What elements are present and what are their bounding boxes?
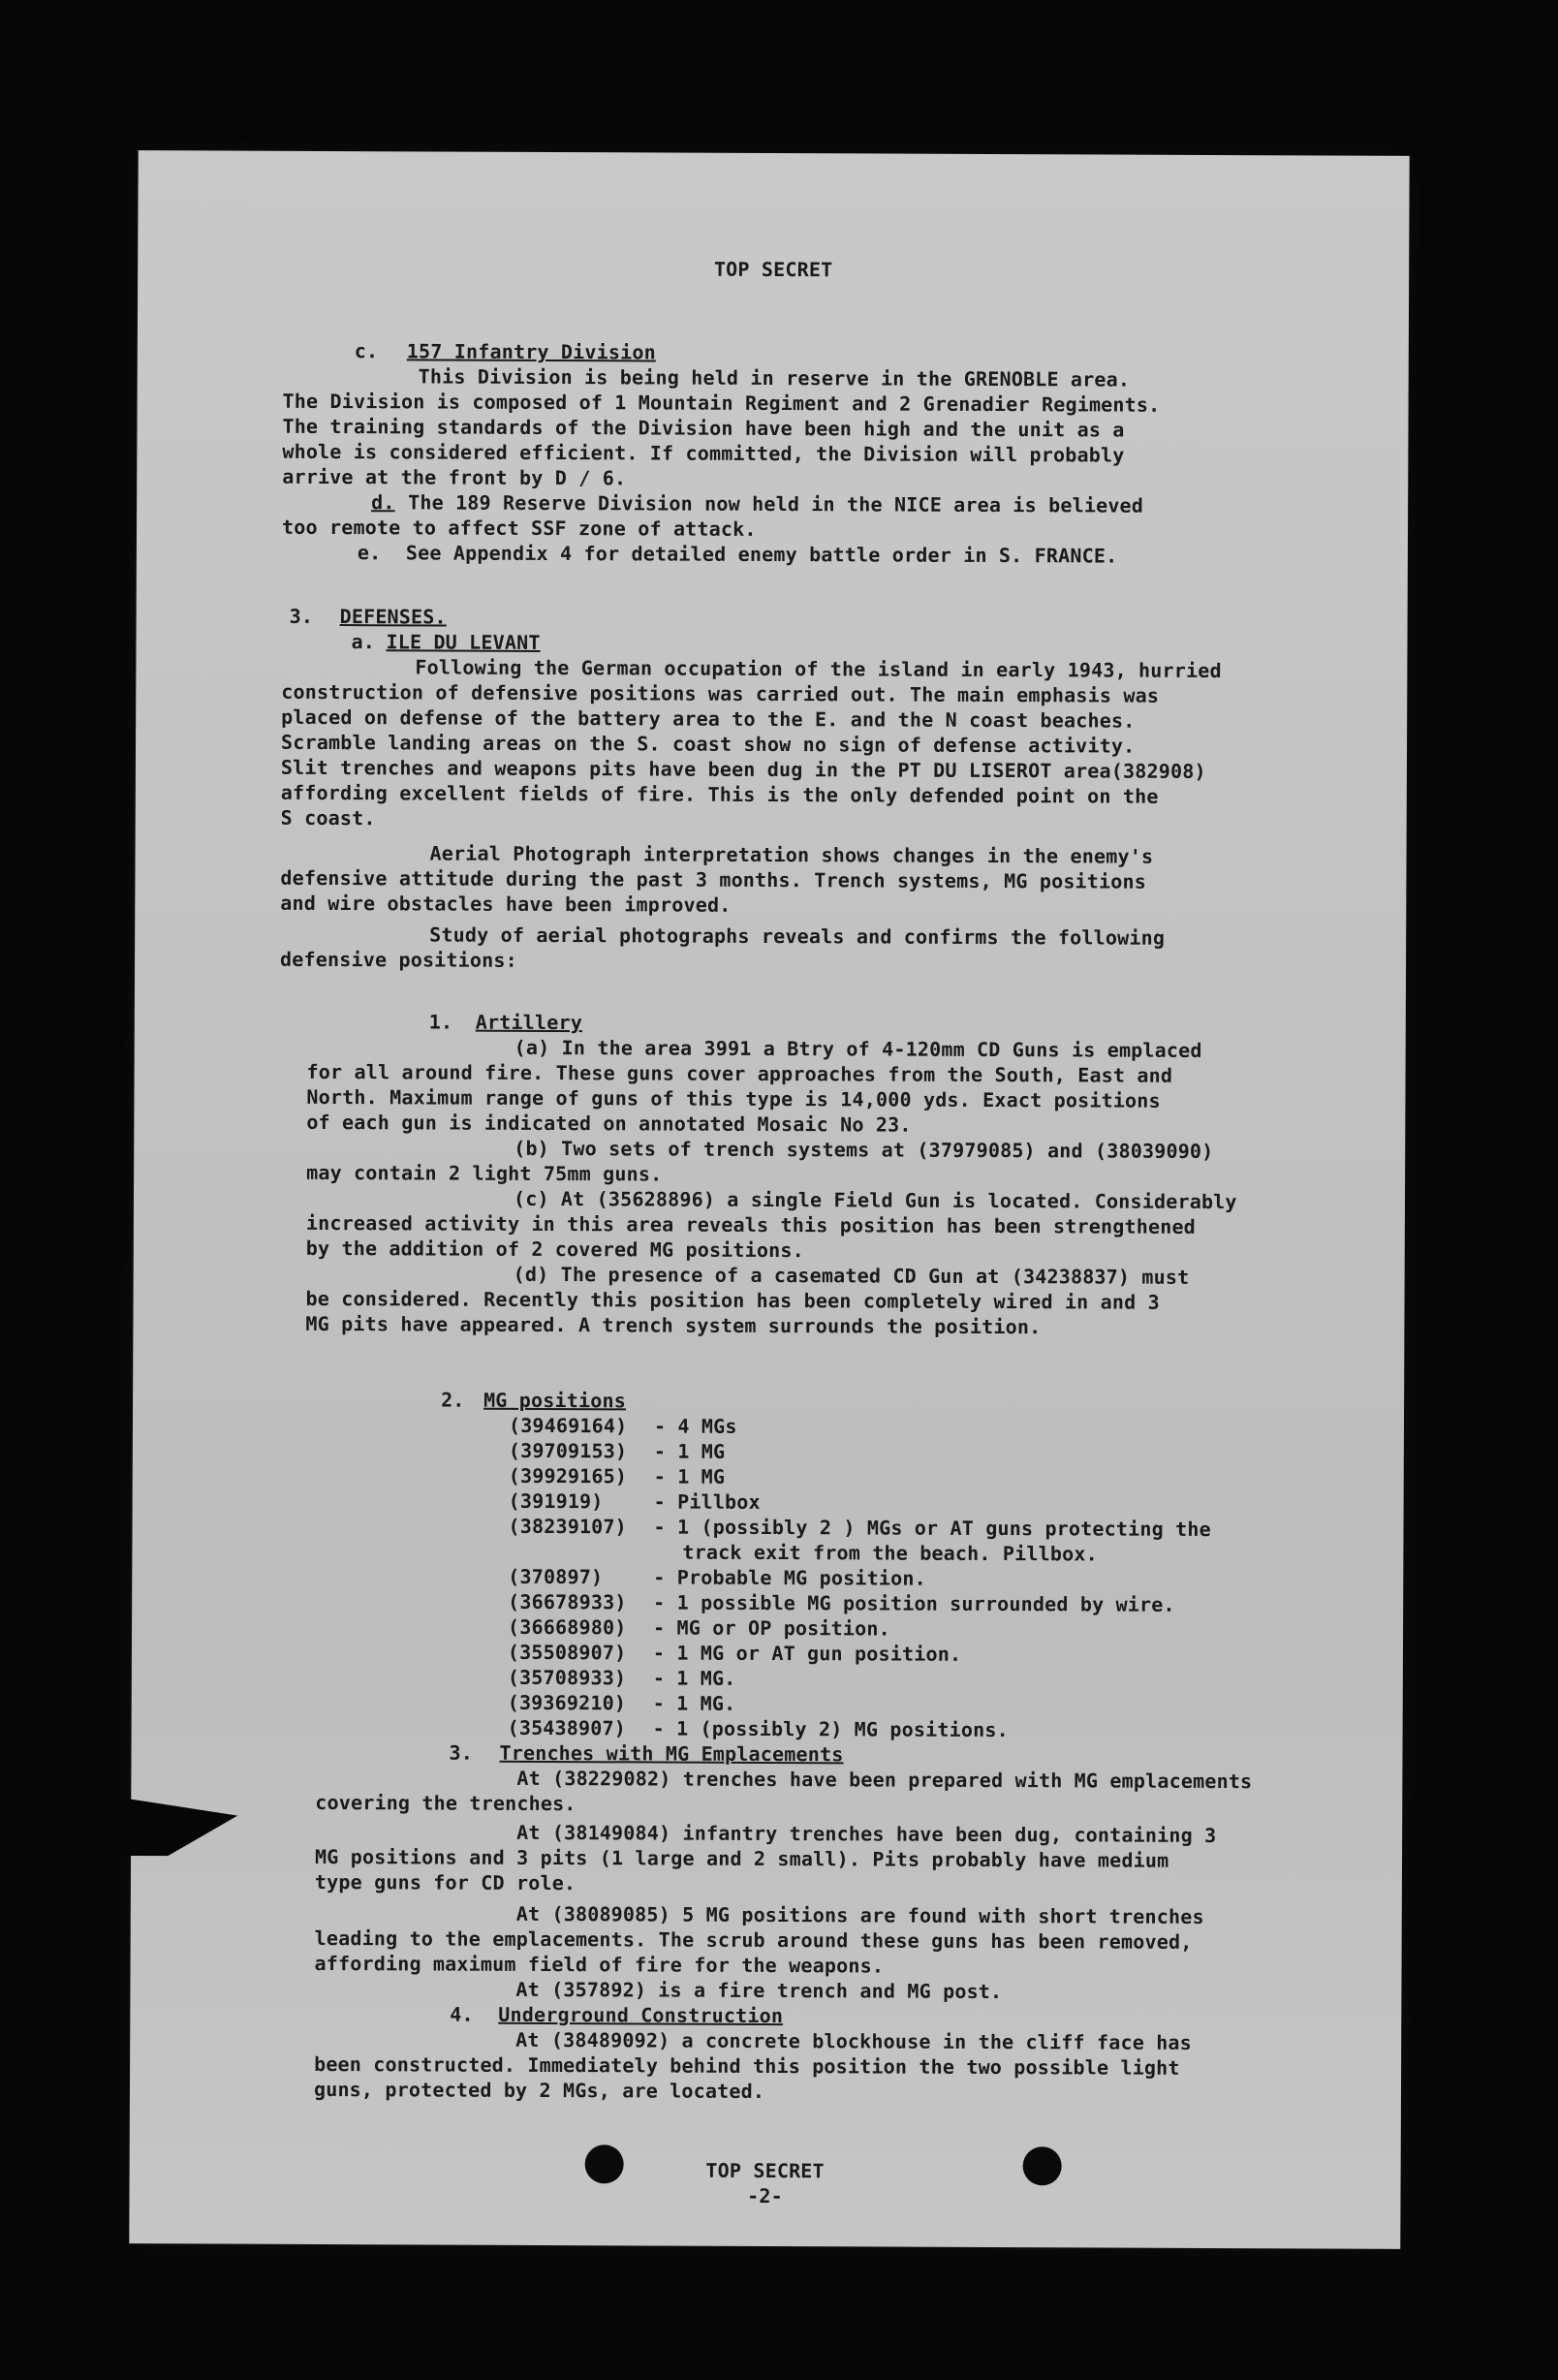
defenses-marker: 3. [289,604,314,628]
mg-coord: (39369210) [507,1690,627,1715]
trenches-line: type guns for CD role. [314,1869,576,1895]
mg-coord: (38239107) [508,1514,628,1539]
artillery-line: may contain 2 light 75mm guns. [306,1160,663,1186]
underground-line: guns, protected by 2 MGs, are located. [313,2077,765,2103]
underground-title: Underground Construction [498,2002,784,2028]
artillery-line: (d) The presence of a casemated CD Gun at (34238837) must [513,1262,1190,1289]
section-c-title: 157 Infantry Division [406,339,656,364]
trenches-line: At (38089085) 5 MG positions are found with short trenches [515,1901,1204,1928]
mg-coord: (35708933) [507,1665,627,1690]
section-d-line: The 189 Reserve Division now held in the NICE area is believed [408,490,1144,517]
mg-desc: - 1 MG or AT gun position. [652,1641,962,1666]
defenses-para-line: and wire obstacles have been improved. [280,891,732,917]
trenches-line: At (357892) is a fire trench and MG post. [515,1977,1003,2004]
mg-desc: - 1 MG [653,1464,726,1488]
artillery-line: by the addition of 2 covered MG positions. [305,1236,804,1263]
artillery-line: increased activity in this area reveals this position has been strengthened [305,1210,1197,1238]
mg-coord: (35438907) [507,1715,627,1740]
section-e-marker: e. [357,541,382,565]
defenses-sub-marker: a. [351,630,376,654]
artillery-line: North. Maximum range of guns of this type is 14,000 yds. Exact positions [306,1084,1161,1112]
mg-desc: - Pillbox [653,1489,761,1514]
mg-coord: (39709153) [508,1438,628,1463]
artillery-line: (a) In the area 3991 a Btry of 4-120mm CD Guns is emplaced [514,1035,1202,1062]
mg-desc: - 1 possible MG position surrounded by wire. [653,1590,1175,1616]
mg-desc: - 1 MG [653,1439,726,1463]
mg-positions-title: MG positions [483,1388,627,1413]
mg-desc: - Probable MG position. [653,1565,926,1590]
trenches-marker: 3. [449,1740,474,1765]
underground-line: been constructed. Immediately behind this position the two possible light [314,2051,1180,2080]
section-e-text: See Appendix 4 for detailed enemy battle order in S. FRANCE. [405,541,1118,568]
mg-desc: - 1 MG. [652,1666,736,1690]
section-c-line: arrive at the front by D / 6. [282,464,627,490]
defenses-subtitle: ILE DU LEVANT [386,630,541,654]
defenses-para-line: Aerial Photograph interpretation shows changes in the enemy's [429,841,1154,868]
section-c-marker: c. [354,339,379,363]
defenses-para-line: defensive attitude during the past 3 months. Trench systems, MG positions [280,865,1147,893]
artillery-line: for all around fire. These guns cover approaches from the South, East and [306,1059,1173,1087]
underground-marker: 4. [450,2002,474,2026]
mg-coord: (39929165) [508,1463,628,1488]
artillery-marker: 1. [428,1010,453,1034]
header-classification: TOP SECRET [713,257,833,282]
document-page [129,150,1409,2249]
mg-desc: track exit from the beach. Pillbox. [682,1540,1098,1566]
trenches-line: leading to the emplacements. The scrub around these guns has been removed, [314,1926,1193,1954]
trenches-line: At (38149084) infantry trenches have been dug, containing 3 [516,1820,1217,1848]
defenses-para-line: Slit trenches and weapons pits have been dug in the PT DU LISEROT area(382908) [280,755,1206,783]
trenches-line: MG positions and 3 pits (1 large and 2 small). Pits probably have medium [314,1844,1169,1872]
section-c-line: This Division is being held in reserve in the GRENOBLE area. [418,364,1131,391]
mg-desc: - 4 MGs [653,1414,737,1438]
mg-coord: (36678933) [508,1589,627,1614]
trenches-title: Trenches with MG Emplacements [499,1740,844,1767]
section-d-marker: d. [371,490,395,515]
mg-coord: (39469164) [508,1413,628,1438]
mg-desc: - 1 MG. [652,1691,736,1715]
footer-classification: TOP SECRET [705,2158,825,2183]
artillery-line: (c) At (35628896) a single Field Gun is located. Considerably [513,1186,1237,1214]
page-number: -2- [747,2183,783,2208]
defenses-para-line: defensive positions: [280,947,517,972]
trenches-line: covering the trenches. [315,1790,576,1816]
trenches-line: affording maximum field of fire for the weapons. [314,1951,885,1978]
section-d-line: too remote to affect SSF zone of attack. [281,515,757,541]
mg-coord: (36668980) [508,1614,627,1640]
defenses-para-line: placed on defense of the battery area to the E. and the N coast beaches. [281,705,1136,733]
defenses-para-line: Study of aerial photographs reveals and confirms the following [429,923,1166,950]
section-c-line: whole is considered efficient. If committed, the Division will probably [282,439,1125,467]
mg-positions-marker: 2. [441,1388,465,1412]
artillery-line: MG pits have appeared. A trench system surrounds the position. [305,1311,1042,1339]
artillery-line: (b) Two sets of trench systems at (37979085) and (38039090) [514,1136,1214,1163]
underground-line: At (38489092) a concrete blockhouse in the cliff face has [515,2027,1193,2054]
section-c-line: The training standards of the Division have been high and the unit as a [282,414,1125,442]
defenses-para-line: S coast. [280,805,376,830]
section-c-line: The Division is composed of 1 Mountain Regiment and 2 Grenadier Regiments. [282,389,1161,417]
mg-coord: (370897) [508,1564,604,1589]
mg-desc: - 1 (possibly 2) MG positions. [652,1716,1009,1742]
mg-coord: (391919) [508,1488,604,1514]
mg-desc: - 1 (possibly 2 ) MGs or AT guns protecting the [653,1515,1211,1541]
trenches-line: At (38229082) trenches have been prepared with MG emplacements [516,1766,1253,1794]
defenses-para-line: Following the German occupation of the island in early 1943, hurried [415,655,1222,683]
defenses-para-line: construction of defensive positions was carried out. The main emphasis was [281,679,1160,707]
artillery-line: of each gun is indicated on annotated Mosaic No 23. [306,1110,912,1137]
artillery-line: be considered. Recently this position has been completely wired in and 3 [305,1286,1160,1314]
defenses-para-line: affording excellent fields of fire. This is the only defended point on the [280,780,1159,808]
artillery-title: Artillery [475,1010,583,1035]
defenses-title: DEFENSES. [339,605,447,629]
mg-coord: (35508907) [507,1640,627,1665]
mg-desc: - MG or OP position. [653,1615,890,1641]
defenses-para-line: Scramble landing areas on the S. coast show no sign of defense activity. [281,730,1136,758]
